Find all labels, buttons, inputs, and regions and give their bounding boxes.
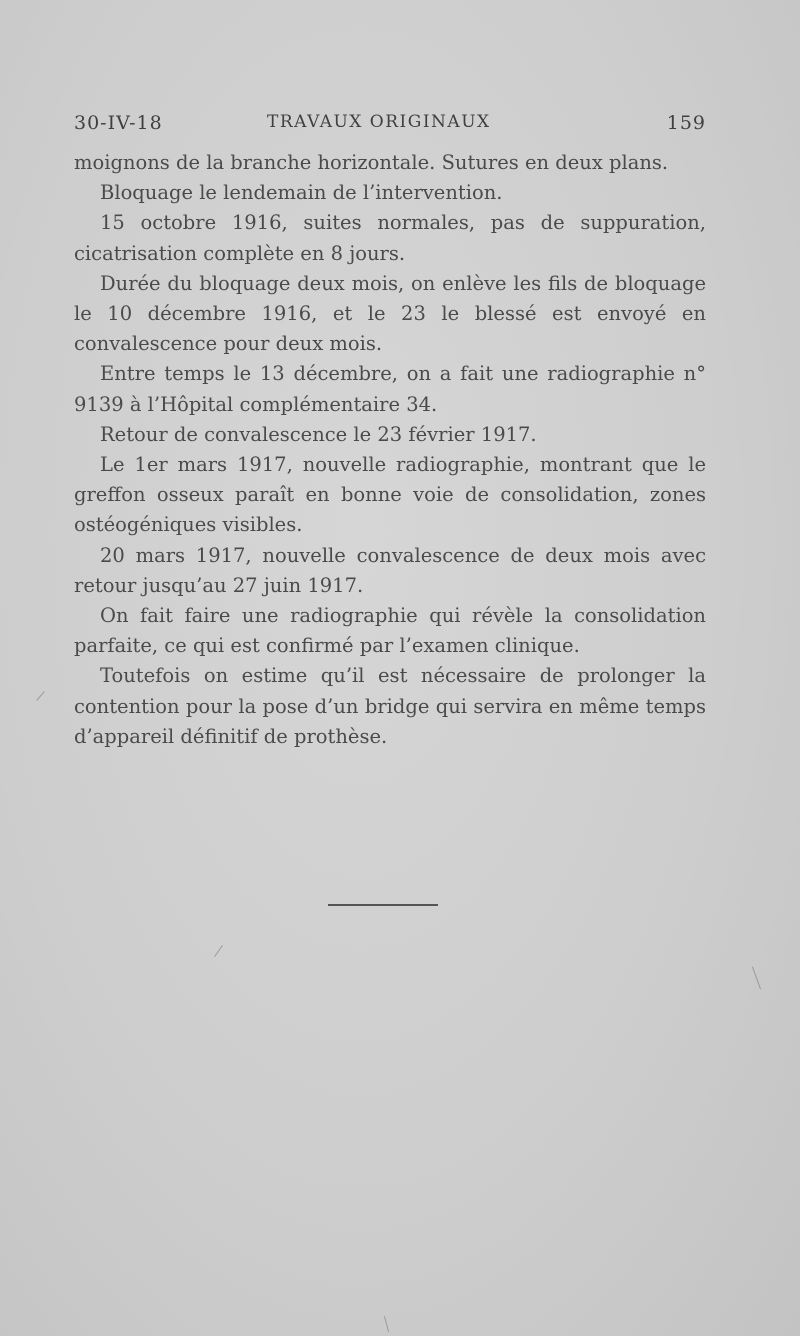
section-end-rule (328, 904, 438, 906)
paragraph: 15 octobre 1916, suites normales, pas de suppuration, cicatrisation complète en 8 jours. (74, 211, 706, 265)
paper-speck (752, 967, 761, 990)
page-number: 159 (666, 112, 706, 134)
paragraph: Toutefois on estime qu’il est nécessaire de prolonger la contention pour la pose d’un bridge qui servira en même temps d’appareil définitif de prothèse. (74, 664, 706, 748)
running-header (74, 112, 706, 142)
header-section-title: TRAVAUX ORIGINAUX (267, 112, 491, 132)
paragraph: Bloquage le lendemain de l’intervention. (100, 181, 503, 205)
paragraph: On fait faire une radiographie qui révèle la consolidation parfaite, ce qui est confirmé par l’examen clinique. (74, 604, 706, 658)
body-text (74, 148, 706, 752)
paper-speck (36, 691, 44, 701)
paragraph: moignons de la branche horizontale. Sutures en deux plans. (74, 151, 669, 174)
paragraph: Durée du bloquage deux mois, on enlève les fils de bloquage le 10 décembre 1916, et le 23 le blessé est envoyé en convalescence pour deux mois. (74, 271, 706, 356)
paragraph: Retour de convalescence le 23 février 1917. (100, 422, 537, 446)
paragraph: 20 mars 1917, nouvelle convalescence de deux mois avec retour jusqu’au 27 juin 1917. (74, 543, 706, 597)
header-date: 30-IV-18 (74, 112, 163, 134)
paragraph: Entre temps le 13 décembre, on a fait une radiographie n° 9139 à l’Hôpital complémentaire 34. (74, 362, 706, 416)
paragraph: Le 1er mars 1917, nouvelle radiographie, montrant que le greffon osseux paraît en bonne voie de consolidation, zones ostéogéniques visibles. (74, 453, 706, 537)
paper-speck (214, 945, 223, 957)
paper-speck (384, 1316, 389, 1332)
